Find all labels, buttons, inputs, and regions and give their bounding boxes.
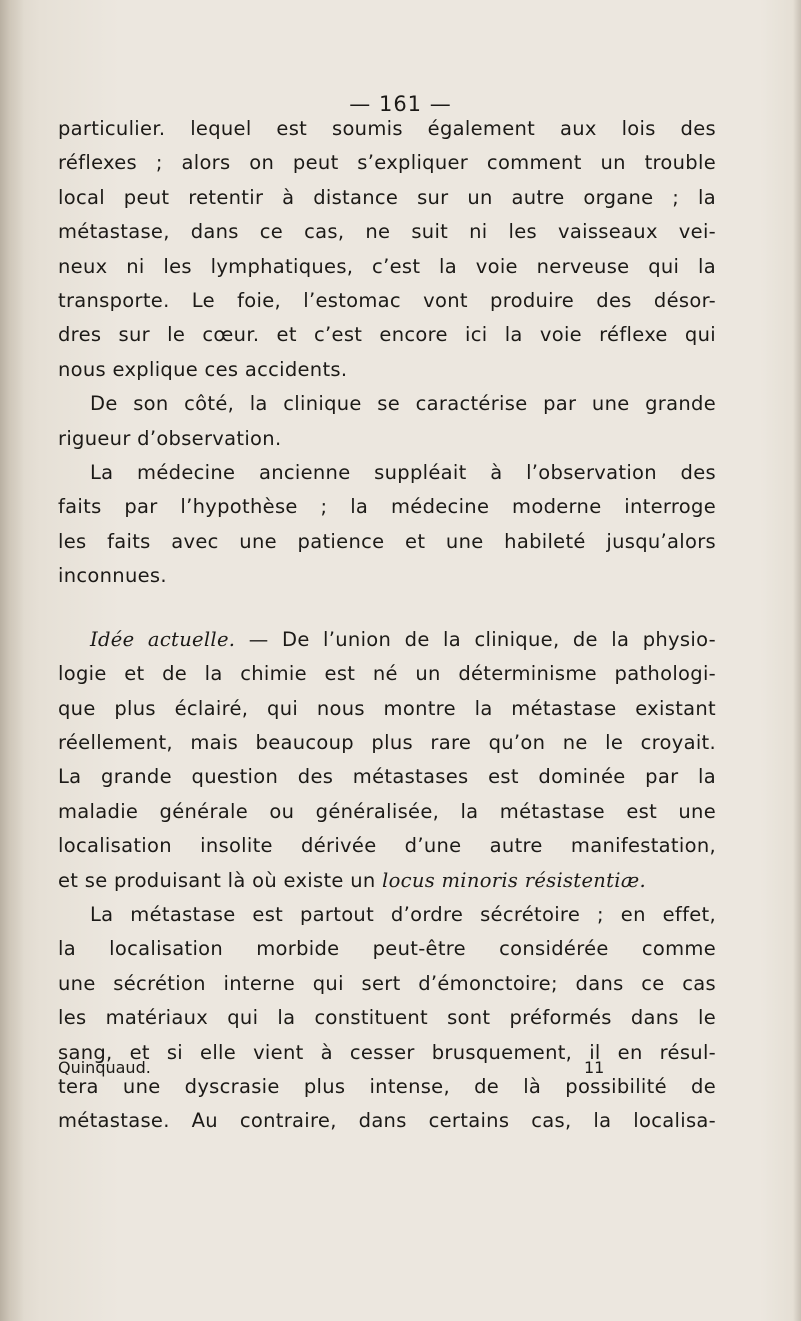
text-line: tera une dyscrasie plus intense, de là possibilité de (58, 1074, 716, 1098)
text-line (58, 623, 716, 657)
text-line: La grande question des métastases est dominée par la (58, 765, 716, 789)
page-edge-shadow (793, 0, 801, 1321)
latin-phrase: locus minoris résistentiæ. (382, 868, 646, 892)
signature-mark: 11 (584, 1058, 605, 1077)
footer-author: Quinquaud. (58, 1058, 151, 1077)
section-gap (58, 594, 716, 623)
paragraph-2 (58, 387, 716, 456)
text-line: métastase. Au contraire, dans certains cas, la localisa- (58, 1109, 716, 1133)
text-line: réflexes ; alors on peut s’expliquer comment un trouble (58, 151, 716, 175)
text-line: maladie générale ou généralisée, la métastase est une (58, 799, 716, 823)
page-number: — 161 — (349, 92, 452, 116)
text-line (58, 864, 716, 898)
paragraph-3 (58, 456, 716, 594)
text-run: et se produisant là où existe un (58, 868, 383, 892)
text-line: La médecine ancienne suppléait à l’observation des (90, 461, 716, 485)
text-line: réellement, mais beaucoup plus rare qu’on ne le croyait. (58, 730, 716, 754)
text-line: sang, et si elle vient à cesser brusquement, il en résul- (58, 1040, 716, 1064)
text-run: — De l’union de la clinique, de la physio- (235, 627, 716, 651)
text-line: rigueur d’observation. (58, 426, 282, 450)
text-line: dres sur le cœur. et c’est encore ici la voie réflexe qui (58, 323, 716, 347)
body-text (58, 112, 716, 1139)
text-line: nous explique ces accidents. (58, 357, 348, 381)
text-line: une sécrétion interne qui sert d’émonctoire; dans ce cas (58, 971, 716, 995)
paragraph-4 (58, 623, 716, 898)
paragraph-5 (58, 898, 716, 1139)
text-line: que plus éclairé, qui nous montre la métastase existant (58, 696, 716, 720)
text-line: les faits avec une patience et une habileté jusqu’alors (58, 529, 716, 553)
text-line: logie et de la chimie est né un déterminisme pathologi- (58, 662, 716, 686)
text-line: La métastase est partout d’ordre sécrétoire ; en effet, (90, 902, 716, 926)
text-line: localisation insolite dérivée d’une autre manifestation, (58, 834, 716, 858)
text-line: local peut retentir à distance sur un autre organe ; la (58, 185, 716, 209)
text-line: De son côté, la clinique se caractérise par une grande (90, 392, 716, 416)
text-line: neux ni les lymphatiques, c’est la voie nerveuse qui la (58, 254, 716, 278)
text-line: inconnues. (58, 564, 167, 588)
text-line: la localisation morbide peut-être considérée comme (58, 937, 716, 961)
text-line: transporte. Le foie, l’estomac vont produire des désor- (58, 289, 716, 313)
section-heading: Idée actuelle. (90, 627, 236, 651)
paragraph-1 (58, 112, 716, 387)
text-line: métastase, dans ce cas, ne suit ni les vaisseaux vei- (58, 220, 716, 244)
text-line: faits par l’hypothèse ; la médecine moderne interroge (58, 495, 716, 519)
text-line: les matériaux qui la constituent sont préformés dans le (58, 1006, 716, 1030)
text-line: particulier. lequel est soumis également aux lois des (58, 117, 716, 140)
book-spine-shadow (0, 0, 24, 1321)
